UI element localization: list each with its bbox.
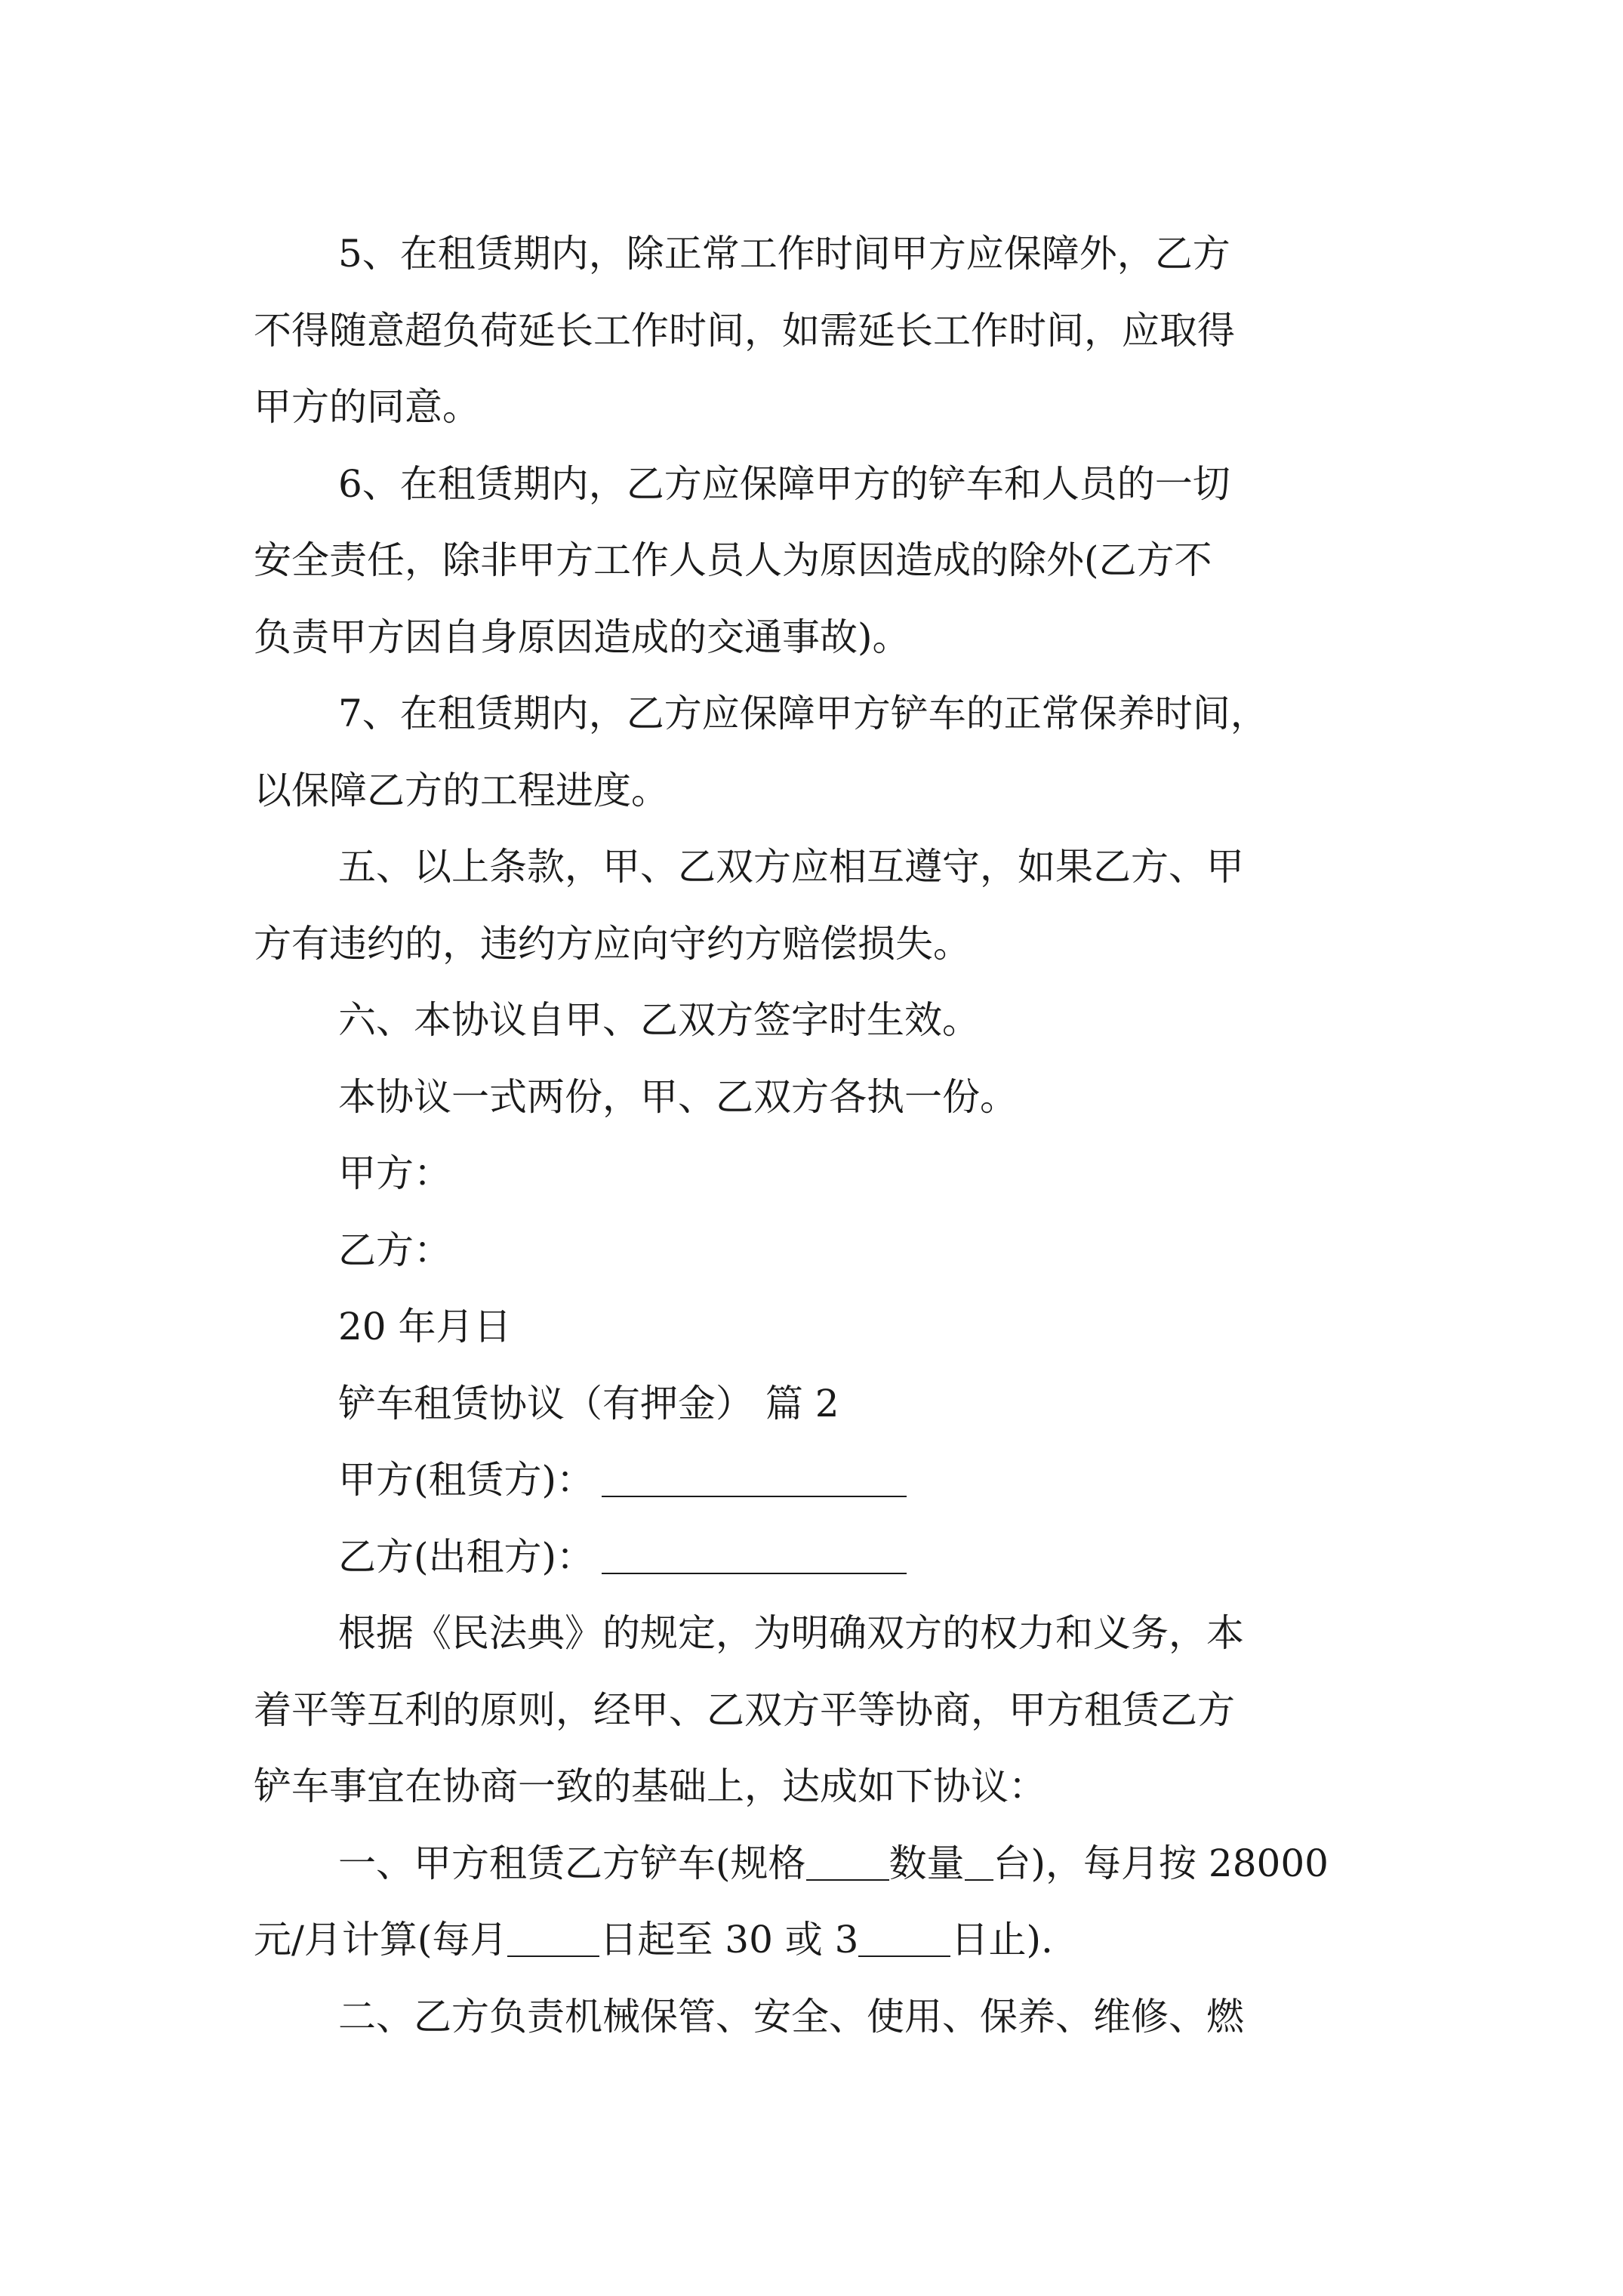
text-line: 本协议一式两份，甲、乙双方各执一份。 xyxy=(338,1074,1018,1119)
clause-one-part-e: 日起至 30 或 3 xyxy=(599,1918,859,1962)
party-a-label: 甲方(租赁方)： xyxy=(338,1458,595,1502)
quantity-blank xyxy=(965,1841,993,1881)
start-day-blank xyxy=(507,1918,599,1957)
date-line: 20 年月日 xyxy=(338,1305,512,1348)
clause-one-part-d: 元/月计算(每月 xyxy=(254,1918,508,1962)
party-b-blank xyxy=(602,1535,907,1574)
party-b-signature-label: 乙方： xyxy=(338,1228,451,1272)
text-line: 负责甲方因自身原因造成的交通事故)。 xyxy=(254,615,910,659)
party-b-label: 乙方(出租方)： xyxy=(338,1534,595,1579)
text-line: 着平等互利的原则，经甲、乙双方平等协商，甲方租赁乙方 xyxy=(254,1687,1235,1732)
clause-one-part-a: 一、甲方租赁乙方铲车(规格 xyxy=(338,1841,806,1885)
text-line: 二、乙方负责机械保管、安全、使用、保养、维修、燃 xyxy=(338,1994,1244,2039)
text-line: 铲车事宜在协商一致的基础上，达成如下协议： xyxy=(254,1764,1046,1808)
clause-one-line xyxy=(254,1826,1386,1903)
party-a-blank xyxy=(602,1458,907,1497)
text-line: 6、在租赁期内，乙方应保障甲方的铲车和人员的一切 xyxy=(338,461,1230,506)
text-line: 六、本协议自甲、乙双方签字时生效。 xyxy=(338,998,980,1042)
clause-one-line-2 xyxy=(254,1902,1386,1979)
text-line: 7、在租赁期内，乙方应保障甲方铲车的正常保养时间， xyxy=(338,692,1268,735)
text-line: 五、以上条款，甲、乙双方应相互遵守，如果乙方、甲 xyxy=(338,845,1244,889)
text-line: 安全责任，除非甲方工作人员人为原因造成的除外(乙方不 xyxy=(254,538,1212,582)
text-line: 以保障乙方的工程进度。 xyxy=(254,768,669,812)
clause-one-part-b: 数量 xyxy=(888,1841,965,1885)
party-a-signature-label: 甲方： xyxy=(338,1151,451,1195)
text-line: 方有违约的，违约方应向守约方赔偿损失。 xyxy=(254,921,971,966)
text-line: 甲方的同意。 xyxy=(254,385,480,429)
section-title: 铲车租赁协议（有押金） 篇 2 xyxy=(338,1381,839,1425)
document-body xyxy=(254,216,1386,2055)
party-b-line xyxy=(254,1519,1386,1596)
text-line: 根据《民法典》的规定，为明确双方的权力和义务，本 xyxy=(338,1611,1244,1655)
end-day-blank xyxy=(858,1918,950,1957)
text-line: 不得随意超负荷延长工作时间，如需延长工作时间，应取得 xyxy=(254,308,1235,353)
party-a-line xyxy=(254,1442,1386,1519)
clause-one-part-f: 日止). xyxy=(950,1918,1053,1962)
spec-blank xyxy=(806,1841,889,1881)
text-line: 5、在租赁期内，除正常工作时间甲方应保障外，乙方 xyxy=(338,232,1230,276)
clause-one-part-c: 台)，每月按 28000 xyxy=(993,1841,1329,1885)
